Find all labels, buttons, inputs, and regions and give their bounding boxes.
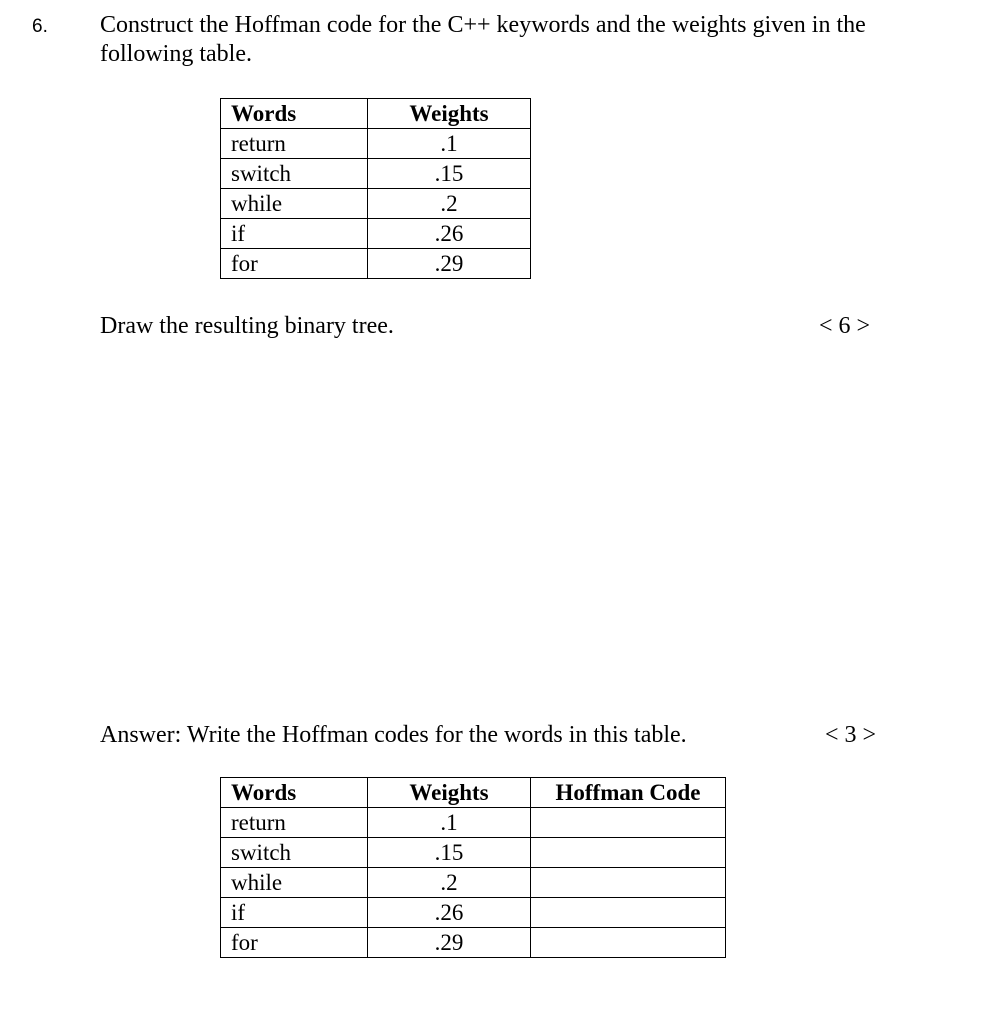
table-row xyxy=(221,249,531,279)
weight-cell: .1 xyxy=(368,808,531,838)
weight-cell: .26 xyxy=(368,898,531,928)
weight-cell: .2 xyxy=(368,868,531,898)
word-cell: for xyxy=(221,249,368,279)
word-cell: while xyxy=(221,189,368,219)
word-cell: while xyxy=(221,868,368,898)
question-number: 6. xyxy=(32,16,48,37)
weight-cell: .15 xyxy=(368,159,531,189)
column-header-weights: Weights xyxy=(368,99,531,129)
table-row xyxy=(221,159,531,189)
column-header-words: Words xyxy=(221,778,368,808)
weight-cell: .15 xyxy=(368,838,531,868)
table-row xyxy=(221,189,531,219)
hoffman-code-cell[interactable] xyxy=(531,868,726,898)
column-header-hoffman-code: Hoffman Code xyxy=(531,778,726,808)
weight-cell: .26 xyxy=(368,219,531,249)
weights-table xyxy=(220,98,531,279)
word-cell: switch xyxy=(221,838,368,868)
word-cell: for xyxy=(221,928,368,958)
table-row xyxy=(221,838,726,868)
word-cell: return xyxy=(221,129,368,159)
hoffman-code-cell[interactable] xyxy=(531,898,726,928)
table-header-row xyxy=(221,99,531,129)
table-row xyxy=(221,219,531,249)
table-row xyxy=(221,808,726,838)
marks-part2: < 3 > xyxy=(825,722,877,748)
weight-cell: .29 xyxy=(368,928,531,958)
word-cell: if xyxy=(221,219,368,249)
table-row xyxy=(221,868,726,898)
weight-cell: .2 xyxy=(368,189,531,219)
table-row xyxy=(221,928,726,958)
answer-instruction: Answer: Write the Hoffman codes for the words in this table. xyxy=(100,722,687,748)
question-prompt: Construct the Hoffman code for the C++ keywords and the weights given in the following table. xyxy=(100,12,866,67)
weight-cell: .29 xyxy=(368,249,531,279)
tree-drawing-area[interactable] xyxy=(100,360,880,700)
column-header-words: Words xyxy=(221,99,368,129)
table-row xyxy=(221,129,531,159)
hoffman-code-table xyxy=(220,777,726,958)
word-cell: return xyxy=(221,808,368,838)
marks-part1: < 6 > xyxy=(819,313,871,339)
weight-cell: .1 xyxy=(368,129,531,159)
draw-tree-instruction: Draw the resulting binary tree. xyxy=(100,313,394,339)
table-header-row xyxy=(221,778,726,808)
hoffman-code-cell[interactable] xyxy=(531,808,726,838)
hoffman-code-cell[interactable] xyxy=(531,928,726,958)
table-row xyxy=(221,898,726,928)
word-cell: switch xyxy=(221,159,368,189)
word-cell: if xyxy=(221,898,368,928)
hoffman-code-cell[interactable] xyxy=(531,838,726,868)
column-header-weights: Weights xyxy=(368,778,531,808)
